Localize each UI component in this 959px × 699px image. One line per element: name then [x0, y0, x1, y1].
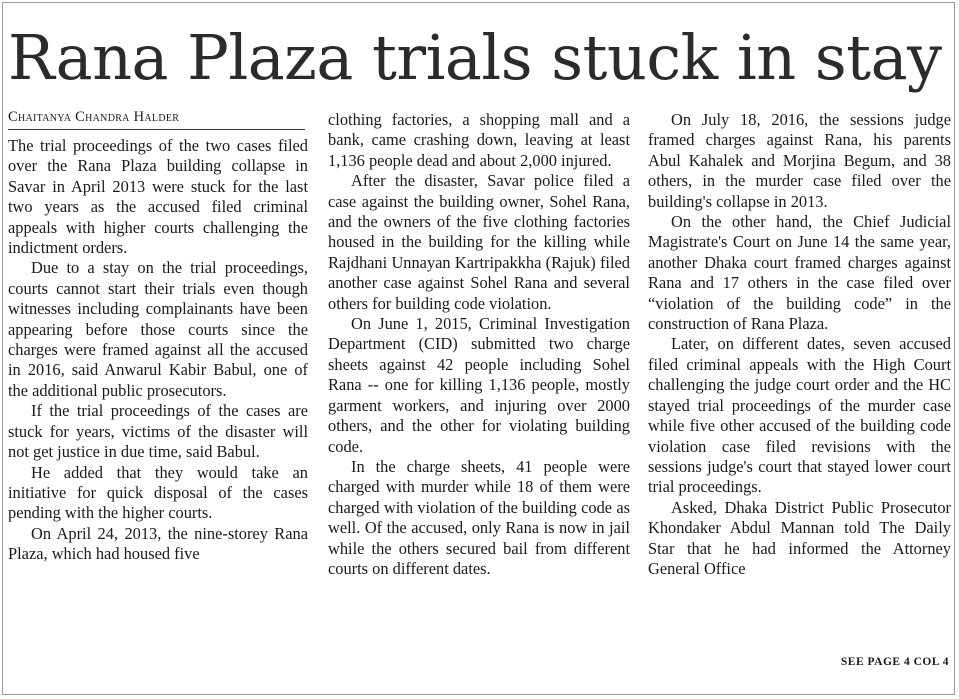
column-1 — [8, 108, 308, 674]
continued-on-page-link: SEE PAGE 4 COL 4 — [840, 656, 949, 668]
paragraph: On July 18, 2016, the sessions judge framed charges against Rana, his parents Abul Kahalek and Morjina Begum, and 38 others, in the murder case filed over the building's collapse in 2013. — [648, 110, 951, 211]
paragraph: On June 1, 2015, Criminal Investigation Department (CID) submitted two charge sheets against 42 people including Sohel Rana -- one for killing 1,136 people, mostly garment workers, and injuring over 2000 others, and the other for violating building code. — [328, 314, 630, 456]
paragraph: If the trial proceedings of the cases are stuck for years, victims of the disaster will not get justice in due time, said Babul. — [8, 401, 308, 462]
paragraph: He added that they would take an initiative for quick disposal of the cases pending with the higher courts. — [8, 462, 308, 523]
byline: Chaitanya Chandra Halder — [8, 108, 305, 130]
paragraph: On April 24, 2013, the nine-storey Rana Plaza, which had housed five — [8, 523, 308, 564]
column-2 — [328, 110, 630, 676]
paragraph: clothing factories, a shopping mall and a bank, came crashing down, leaving at least 1,136 people dead and about 2,000 injured. — [328, 110, 630, 170]
paragraph: The trial proceedings of the two cases filed over the Rana Plaza building collapse in Savar in April 2013 were stuck for the last two years as the accused filed criminal appeals with higher courts challenging the indictment orders. — [8, 136, 308, 258]
paragraph: Asked, Dhaka District Public Prosecutor Khondaker Abdul Mannan told The Daily Star that he had informed the Attorney General Office — [648, 497, 951, 578]
paragraph: Due to a stay on the trial proceedings, courts cannot start their trials even though witnesses including complainants have been appearing before those courts since the charges were framed against all the accused in 2016, said Anwarul Kabir Babul, one of the additional public prosecutors. — [8, 258, 308, 400]
paragraph: On the other hand, the Chief Judicial Magistrate's Court on June 14 the same year, another Dhaka court framed charges against Rana and 17 others in the case filed over “violation of the building code” in the construction of Rana Plaza. — [648, 212, 951, 334]
paragraph: Later, on different dates, seven accused filed criminal appeals with the High Court challenging the judge court order and the HC stayed trial proceedings of the murder case while five other accused of the building code violation case filed revisions with the sessions judge's court that stayed lower court trial proceedings. — [648, 334, 951, 497]
paragraph: In the charge sheets, 41 people were charged with murder while 18 of them were charged with violation of the building code as well. Of the accused, only Rana is now in jail while the others secured bail from different courts on different dates. — [328, 456, 630, 578]
paragraph: After the disaster, Savar police filed a case against the building owner, Sohel Rana, and the owners of the five clothing factories housed in the building for the killing while Rajdhani Unnayan Kartripakkha (Rajuk) filed another case against Sohel Rana and several others for building code violation. — [328, 171, 630, 313]
headline: Rana Plaza trials stuck in stay — [8, 21, 942, 94]
column-3 — [648, 110, 951, 676]
